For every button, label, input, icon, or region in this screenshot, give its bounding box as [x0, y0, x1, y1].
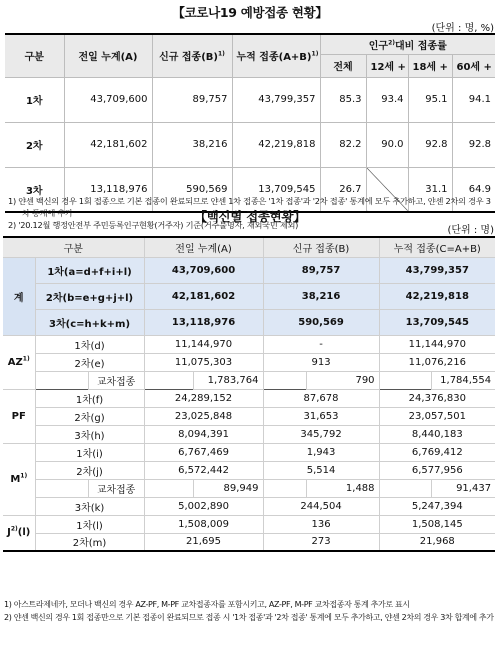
cell-age60: 94.1 — [452, 77, 495, 122]
cross-vaccination-label: 교차접종 — [88, 371, 144, 389]
header-population-ratio: 인구$^{2)}$대비 접종률 — [320, 34, 495, 54]
footnote: 1) 아스트라제네카, 모더나 백신의 경우 AZ-PF, M-PF 교차접종자를 포함시키고, AZ-PF, M-PF 교차접종자 통계 추가로 표시 — [4, 600, 410, 609]
row-label: 3차(c=h+k+m) — [35, 309, 144, 335]
row-label: 1차(l) — [35, 515, 144, 533]
cell-prev: 13,118,976 — [144, 309, 263, 335]
row-label: 2차 — [5, 122, 64, 167]
table-row — [5, 122, 495, 167]
cell-prev: 43,709,600 — [144, 257, 263, 283]
row-label: 1차(f) — [35, 389, 144, 407]
cell-cum: 24,376,830 — [379, 389, 495, 407]
cell-prev: 6,767,469 — [144, 443, 263, 461]
cell-cum: 42,219,818 — [379, 283, 495, 309]
cell-age18: 95.1 — [408, 77, 452, 122]
header-total-ratio: 전체 — [320, 54, 366, 77]
cell-new: 5,514 — [263, 461, 379, 479]
footnote: 2) '20.12월 행정안전부 주민등록인구현황(거주자) 기준(거주불명자, 재외국민 제외) — [8, 220, 299, 230]
table2-footnotes — [4, 599, 498, 624]
cell-prev: 1,508,009 — [144, 515, 263, 533]
vaccination-status-table — [5, 33, 495, 213]
footnote: 2) 얀센 백신의 경우 1회 접종만으로 기본 접종이 완료되므로 접종 시 '1차 접종'과 '2차 접종' 통계에 모두 추가하고, 얀센 2차의 경우 3차 합계에 추가 — [4, 612, 494, 622]
cell-new: - — [263, 335, 379, 353]
cell-prev: 21,695 — [144, 533, 263, 551]
cell-prev: 11,075,303 — [144, 353, 263, 371]
cell-cross-cum: 1,784,554 — [431, 371, 495, 389]
cell-prev: 23,025,848 — [144, 407, 263, 425]
cell-cum: 5,247,394 — [379, 497, 495, 515]
row-label: 3차(h) — [35, 425, 144, 443]
row-label: 3차 — [5, 167, 64, 212]
cell-prev: 5,002,890 — [144, 497, 263, 515]
cell-prev: 13,118,976 — [64, 167, 152, 212]
cell-new: 1,943 — [263, 443, 379, 461]
cell-cum: 23,057,501 — [379, 407, 495, 425]
header-prev-cumulative: 전일 누계(A) — [144, 237, 263, 257]
cell-cross-cum: 91,437 — [431, 479, 495, 497]
cell-new: 136 — [263, 515, 379, 533]
cell-age12: 93.4 — [366, 77, 408, 122]
header-new-vaccinations: 신규 접종$(B)^{1)}$ — [152, 34, 232, 77]
header-age-18: 18세 + — [408, 54, 452, 77]
cell-cross-new: 1,488 — [306, 479, 379, 497]
row-label: 2차(e) — [35, 353, 144, 371]
cell-new: 273 — [263, 533, 379, 551]
cell-cum: 13,709,545 — [232, 167, 320, 212]
cell-cum: 11,076,216 — [379, 353, 495, 371]
cell-new: 913 — [263, 353, 379, 371]
vaccination-status-title: 【코로나19 예방접종 현황】 — [172, 5, 328, 20]
cell-prev: 43,709,600 — [64, 77, 152, 122]
cell-cum: 11,144,970 — [379, 335, 495, 353]
cross-vaccination-label: 교차접종 — [88, 479, 144, 497]
cell-cum: 21,968 — [379, 533, 495, 551]
cell-cum: 42,219,818 — [232, 122, 320, 167]
row-label: 2차(g) — [35, 407, 144, 425]
row-label: 2차(j) — [35, 461, 144, 479]
cell-cross-prev: 89,949 — [193, 479, 263, 497]
header-new-vaccinations: 신규 접종(B) — [263, 237, 379, 257]
cell-cum: 6,577,956 — [379, 461, 495, 479]
header-category: 구분 — [5, 34, 64, 77]
cell-cum: 8,440,183 — [379, 425, 495, 443]
cell-new: 590,569 — [263, 309, 379, 335]
cell-age60: 92.8 — [452, 122, 495, 167]
group-total-label: 계 — [3, 257, 35, 335]
cell-age12: 90.0 — [366, 122, 408, 167]
group-m-label: $M^{1)}$ — [3, 443, 35, 515]
table2-unit-label: (단위 : 명) — [447, 225, 494, 236]
cell-age18: 92.8 — [408, 122, 452, 167]
row-label: 1차 — [5, 77, 64, 122]
cell-prev: 42,181,602 — [64, 122, 152, 167]
header-age-60: 60세 + — [452, 54, 495, 77]
cell-new: 38,216 — [263, 283, 379, 309]
cell-cum: 1,508,145 — [379, 515, 495, 533]
vaccine-type-title: 【백신별 접종현황】 — [194, 209, 306, 224]
row-label: 1차(d) — [35, 335, 144, 353]
group-pf-label: PF — [3, 389, 35, 443]
cell-new: 590,569 — [152, 167, 232, 212]
cell-prev: 11,144,970 — [144, 335, 263, 353]
cell-new: 89,757 — [152, 77, 232, 122]
row-label: 1차(a=d+f+i+l) — [35, 257, 144, 283]
cell-prev: 6,572,442 — [144, 461, 263, 479]
cell-new: 38,216 — [152, 122, 232, 167]
cell-new: 89,757 — [263, 257, 379, 283]
cell-cum: 6,769,412 — [379, 443, 495, 461]
cell-total: 85.3 — [320, 77, 366, 122]
cell-new: 87,678 — [263, 389, 379, 407]
cell-cum: 13,709,545 — [379, 309, 495, 335]
footnote: 1) 얀센 백신의 경우 1회 접종으로 기본 접종이 완료되므로 얀센 1차 접종은 '1차 접종'과 '2차 접종' 통계에 모두 추가하고, 얀센 2차의 경우 3차 통계에 추가 — [8, 196, 491, 218]
cell-cum: 43,799,357 — [379, 257, 495, 283]
cell-prev: 24,289,152 — [144, 389, 263, 407]
cell-prev: 42,181,602 — [144, 283, 263, 309]
group-j-label: $J^{2)}(l)$ — [3, 515, 35, 551]
table-row — [5, 77, 495, 122]
header-prev-cumulative: 전일 누계(A) — [64, 34, 152, 77]
row-label: 2차(m) — [35, 533, 144, 551]
row-label: 3차(k) — [35, 497, 144, 515]
header-category: 구분 — [3, 237, 144, 257]
cell-new: 31,653 — [263, 407, 379, 425]
row-label: 1차(i) — [35, 443, 144, 461]
header-cumulative: 누적 접종$(A+B)^{1)}$ — [232, 34, 320, 77]
cell-total: 82.2 — [320, 122, 366, 167]
cell-age18: 31.1 — [408, 167, 452, 212]
header-cumulative: 누적 접종(C=A+B) — [379, 237, 495, 257]
row-label: 2차(b=e+g+j+l) — [35, 283, 144, 309]
cell-new: 244,504 — [263, 497, 379, 515]
cell-cum: 43,799,357 — [232, 77, 320, 122]
cell-prev: 8,094,391 — [144, 425, 263, 443]
cell-total: 26.7 — [320, 167, 366, 212]
cell-age60: 64.9 — [452, 167, 495, 212]
group-az-label: AZ$^{1)}$ — [3, 335, 35, 389]
cell-cross-prev: 1,783,764 — [193, 371, 263, 389]
cell-new: 345,792 — [263, 425, 379, 443]
table1-unit-label: (단위 : 명, %) — [431, 23, 494, 34]
header-age-12: 12세 + — [366, 54, 408, 77]
cell-cross-new: 790 — [306, 371, 379, 389]
vaccine-type-table — [3, 236, 495, 552]
